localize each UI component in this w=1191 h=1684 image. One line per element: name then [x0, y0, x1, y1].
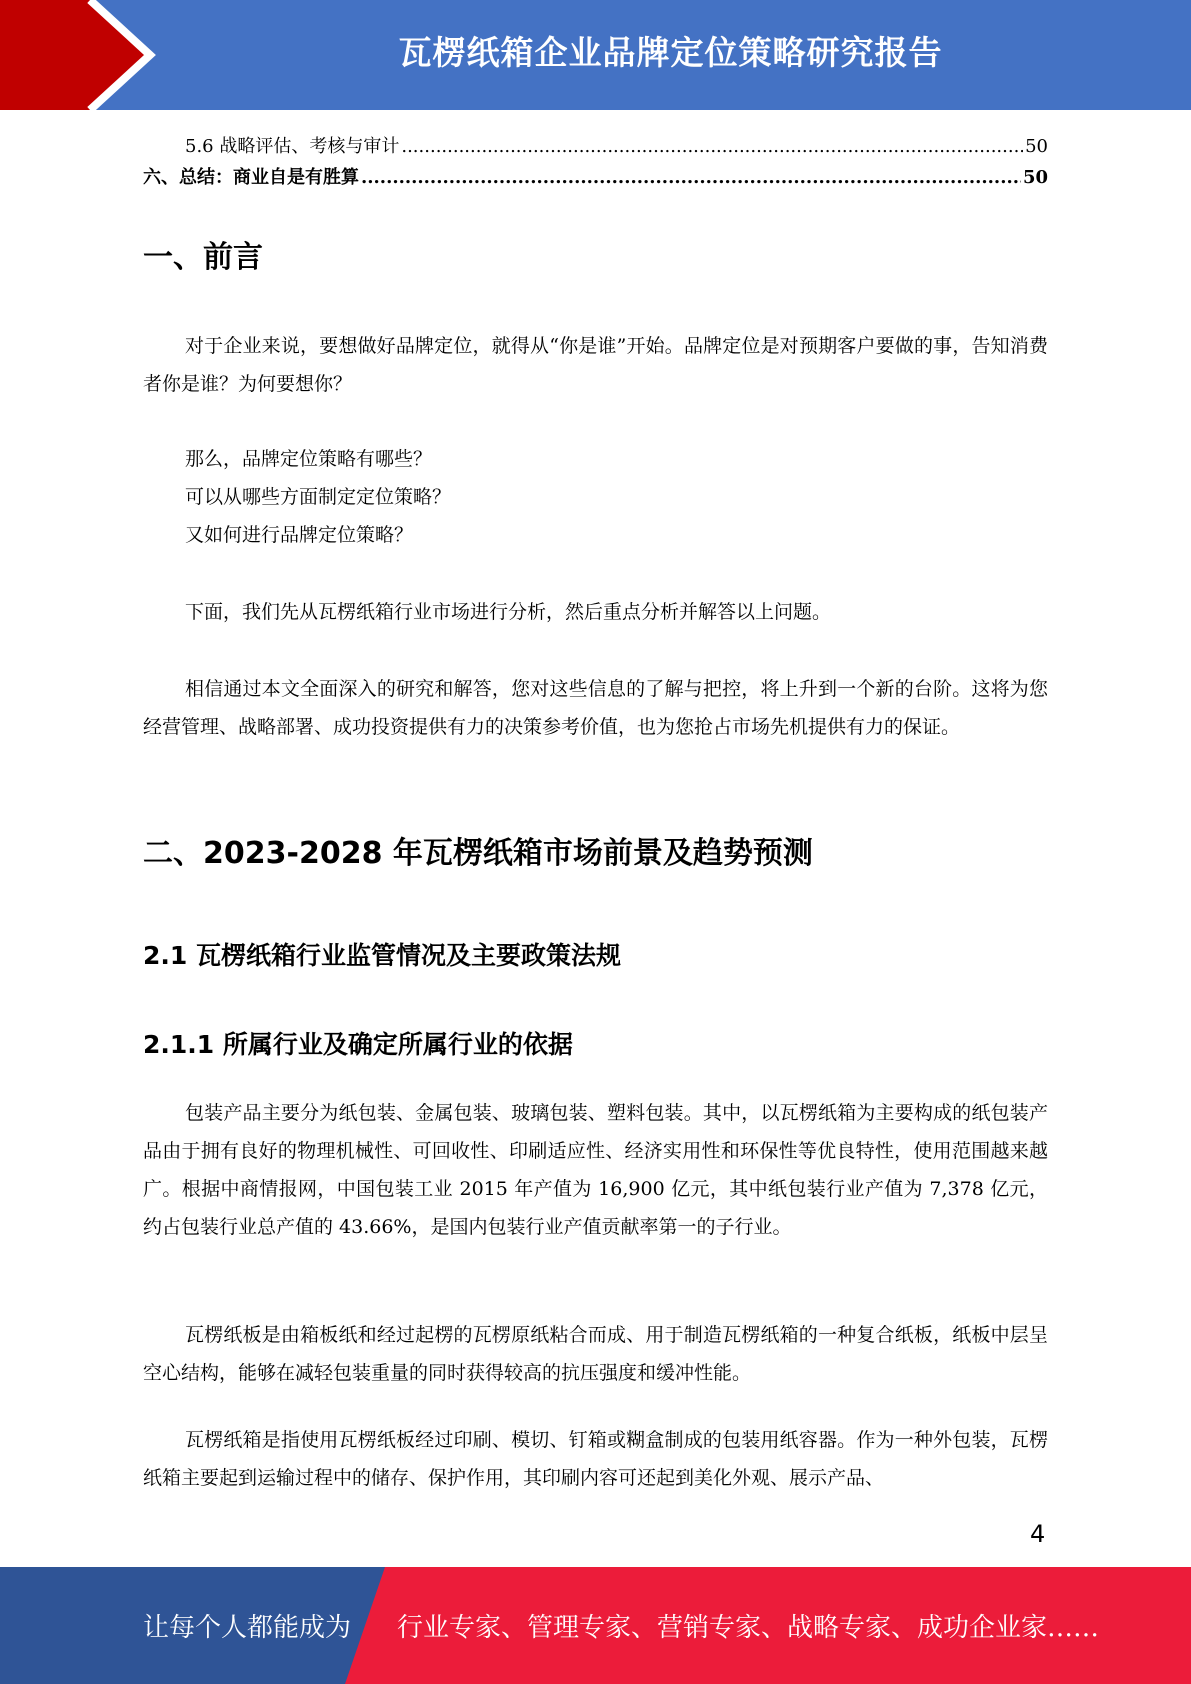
toc-dot-leader	[401, 136, 1023, 157]
section-heading-preface: 一、前言	[143, 240, 263, 275]
footer-slogan-left: 让每个人都能成为	[143, 1613, 352, 1643]
preface-paragraph-2: 下面，我们先从瓦楞纸箱行业市场进行分析，然后重点分析并解答以上问题。	[185, 601, 832, 623]
preface-paragraph-1: 对于企业来说，要想做好品牌定位，就得从“你是谁”开始。品牌定位是对预期客户要做的事，告知消费者你是谁？为何要想你？	[143, 335, 1048, 395]
toc-entry[interactable]	[143, 163, 1048, 189]
preface-paragraph-3: 相信通过本文全面深入的研究和解答，您对这些信息的了解与把控，将上升到一个新的台阶。这将为您经营管理、战略部署、成功投资提供有力的决策参考价值，也为您抢占市场先机提供有力的保证。	[143, 678, 1048, 738]
section-2-1-heading: 2.1 瓦楞纸箱行业监管情况及主要政策法规	[143, 941, 621, 970]
page-footer	[0, 1567, 1191, 1684]
question-line: 那么，品牌定位策略有哪些？	[185, 448, 433, 470]
page-header	[0, 0, 1191, 110]
corrugated-box-paragraph: 瓦楞纸箱是指使用瓦楞纸板经过印刷、模切、钉箱或糊盒制成的包装用纸容器。作为一种外包装，瓦楞纸箱主要起到运输过程中的储存、保护作用，其印刷内容可还起到美化外观、展示产品、	[143, 1429, 1048, 1489]
page-number: 4	[1030, 1520, 1046, 1548]
toc-entry-label: 5.6 战略评估、考核与审计	[185, 136, 400, 157]
question-line: 又如何进行品牌定位策略？	[185, 524, 414, 546]
toc-entry-page: 50	[1025, 136, 1048, 157]
chapter-2-heading: 二、2023-2028 年瓦楞纸箱市场前景及趋势预测	[143, 836, 813, 871]
question-line: 可以从哪些方面制定定位策略？	[185, 486, 452, 508]
section-2-1-1-heading: 2.1.1 所属行业及确定所属行业的依据	[143, 1030, 573, 1059]
toc-dot-leader	[361, 167, 1021, 188]
toc-entry-label: 六、总结：商业自是有胜算	[143, 167, 359, 188]
corrugated-board-paragraph: 瓦楞纸板是由箱板纸和经过起楞的瓦楞原纸粘合而成、用于制造瓦楞纸箱的一种复合纸板，纸板中层呈空心结构，能够在减轻包装重量的同时获得较高的抗压强度和缓冲性能。	[143, 1324, 1048, 1384]
report-title: 瓦楞纸箱企业品牌定位策略研究报告	[398, 33, 943, 72]
packaging-paragraph: 包装产品主要分为纸包装、金属包装、玻璃包装、塑料包装。其中，以瓦楞纸箱为主要构成的纸包装产品由于拥有良好的物理机械性、可回收性、印刷适应性、经济实用性和环保性等优良特性，使用范围越来越广。根据中商情报网，中国包装工业 2015 年产值为 16,900 亿元，其中纸包装行业产值为 7,378 亿元，约占包装行业总产值的 43.66%，是国内包装行业产值贡献率第一的子行业。	[143, 1102, 1048, 1238]
toc-entry-page: 50	[1022, 167, 1048, 188]
footer-slogan-right: 行业专家、管理专家、营销专家、战略专家、成功企业家……	[397, 1613, 1100, 1643]
toc-entry[interactable]	[143, 132, 1048, 158]
